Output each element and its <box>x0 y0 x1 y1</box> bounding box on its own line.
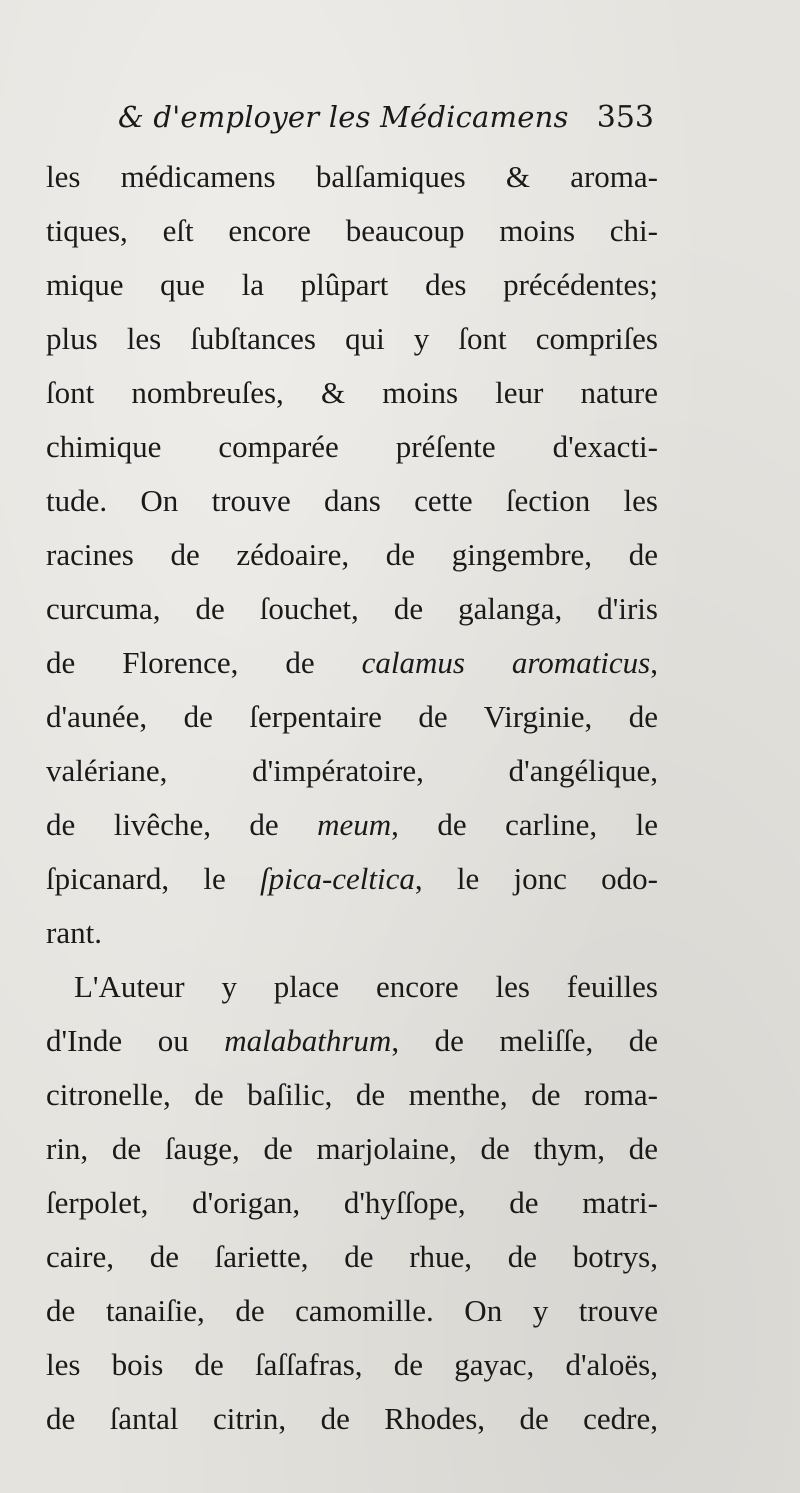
text-line <box>46 528 658 582</box>
text-line <box>46 1230 658 1284</box>
text-line <box>46 150 658 204</box>
text-line <box>46 1122 658 1176</box>
text-line <box>46 906 658 960</box>
text-segment: caire, de ſariette, de rhue, de botrys, <box>46 1239 658 1274</box>
text-line <box>46 1338 658 1392</box>
text-segment: d'aunée, de ſerpentaire de Virginie, de <box>46 699 658 734</box>
text-line <box>46 960 658 1014</box>
text-segment: chimique comparée préſente d'exacti- <box>46 429 658 464</box>
text-segment: de Florence, de <box>46 645 362 680</box>
italic-term: malabathrum <box>224 1023 392 1058</box>
text-line <box>46 258 658 312</box>
text-segment: de livêche, de <box>46 807 318 842</box>
text-line <box>46 420 658 474</box>
text-segment: de ſantal citrin, de Rhodes, de cedre, <box>46 1401 658 1436</box>
text-segment: valériane, d'impératoire, d'angélique, <box>46 753 658 788</box>
text-line <box>46 1014 658 1068</box>
text-line <box>46 1284 658 1338</box>
text-segment: curcuma, de ſouchet, de galanga, d'iris <box>46 591 658 626</box>
page-number: 353 <box>596 100 654 135</box>
text-segment: tiques, eſt encore beaucoup moins chi- <box>46 213 658 248</box>
text-line <box>46 1068 658 1122</box>
text-segment: d'Inde ou <box>46 1023 225 1058</box>
text-segment: mique que la plûpart des précédentes; <box>46 267 658 302</box>
italic-term: meum <box>317 807 392 842</box>
text-segment: , de carline, le <box>391 807 658 842</box>
text-segment: ſerpolet, d'origan, d'hyſſope, de matri- <box>46 1185 658 1220</box>
text-segment: citronelle, de baſilic, de menthe, de roma- <box>46 1077 658 1112</box>
text-segment: rin, de ſauge, de marjolaine, de thym, de <box>46 1131 658 1166</box>
text-line <box>46 474 658 528</box>
text-segment: de tanaiſie, de camomille. On y trouve <box>46 1293 658 1328</box>
text-segment: ſpicanard, le <box>46 861 260 896</box>
running-title: & d'employer les Médicamens <box>118 100 569 134</box>
running-head <box>118 100 658 146</box>
text-line <box>46 582 658 636</box>
text-segment: les médicamens balſamiques & aroma- <box>46 159 658 194</box>
text-line <box>46 798 658 852</box>
text-segment: L'Auteur y place encore les feuilles <box>74 969 658 1004</box>
text-line <box>46 1392 658 1446</box>
text-segment: , de meliſſe, de <box>391 1023 658 1058</box>
text-segment: , le jonc odo- <box>414 861 658 896</box>
text-segment: les bois de ſaſſafras, de gayac, d'aloës, <box>46 1347 658 1382</box>
text-segment: rant. <box>46 915 102 950</box>
text-line <box>46 1176 658 1230</box>
italic-term: calamus aromaticus <box>361 645 651 680</box>
text-line <box>46 366 658 420</box>
text-segment: tude. On trouve dans cette ſection les <box>46 483 658 518</box>
text-line <box>46 690 658 744</box>
body-text <box>46 150 658 1446</box>
text-segment: ſont nombreuſes, & moins leur nature <box>46 375 658 410</box>
text-segment: racines de zédoaire, de gingembre, de <box>46 537 658 572</box>
text-line <box>46 852 658 906</box>
text-line <box>46 636 658 690</box>
text-line <box>46 312 658 366</box>
text-line <box>46 204 658 258</box>
text-segment: , <box>650 645 658 680</box>
text-line <box>46 744 658 798</box>
text-segment: plus les ſubſtances qui y ſont compriſes <box>46 321 658 356</box>
italic-term: ſpica-celtica <box>259 861 415 896</box>
